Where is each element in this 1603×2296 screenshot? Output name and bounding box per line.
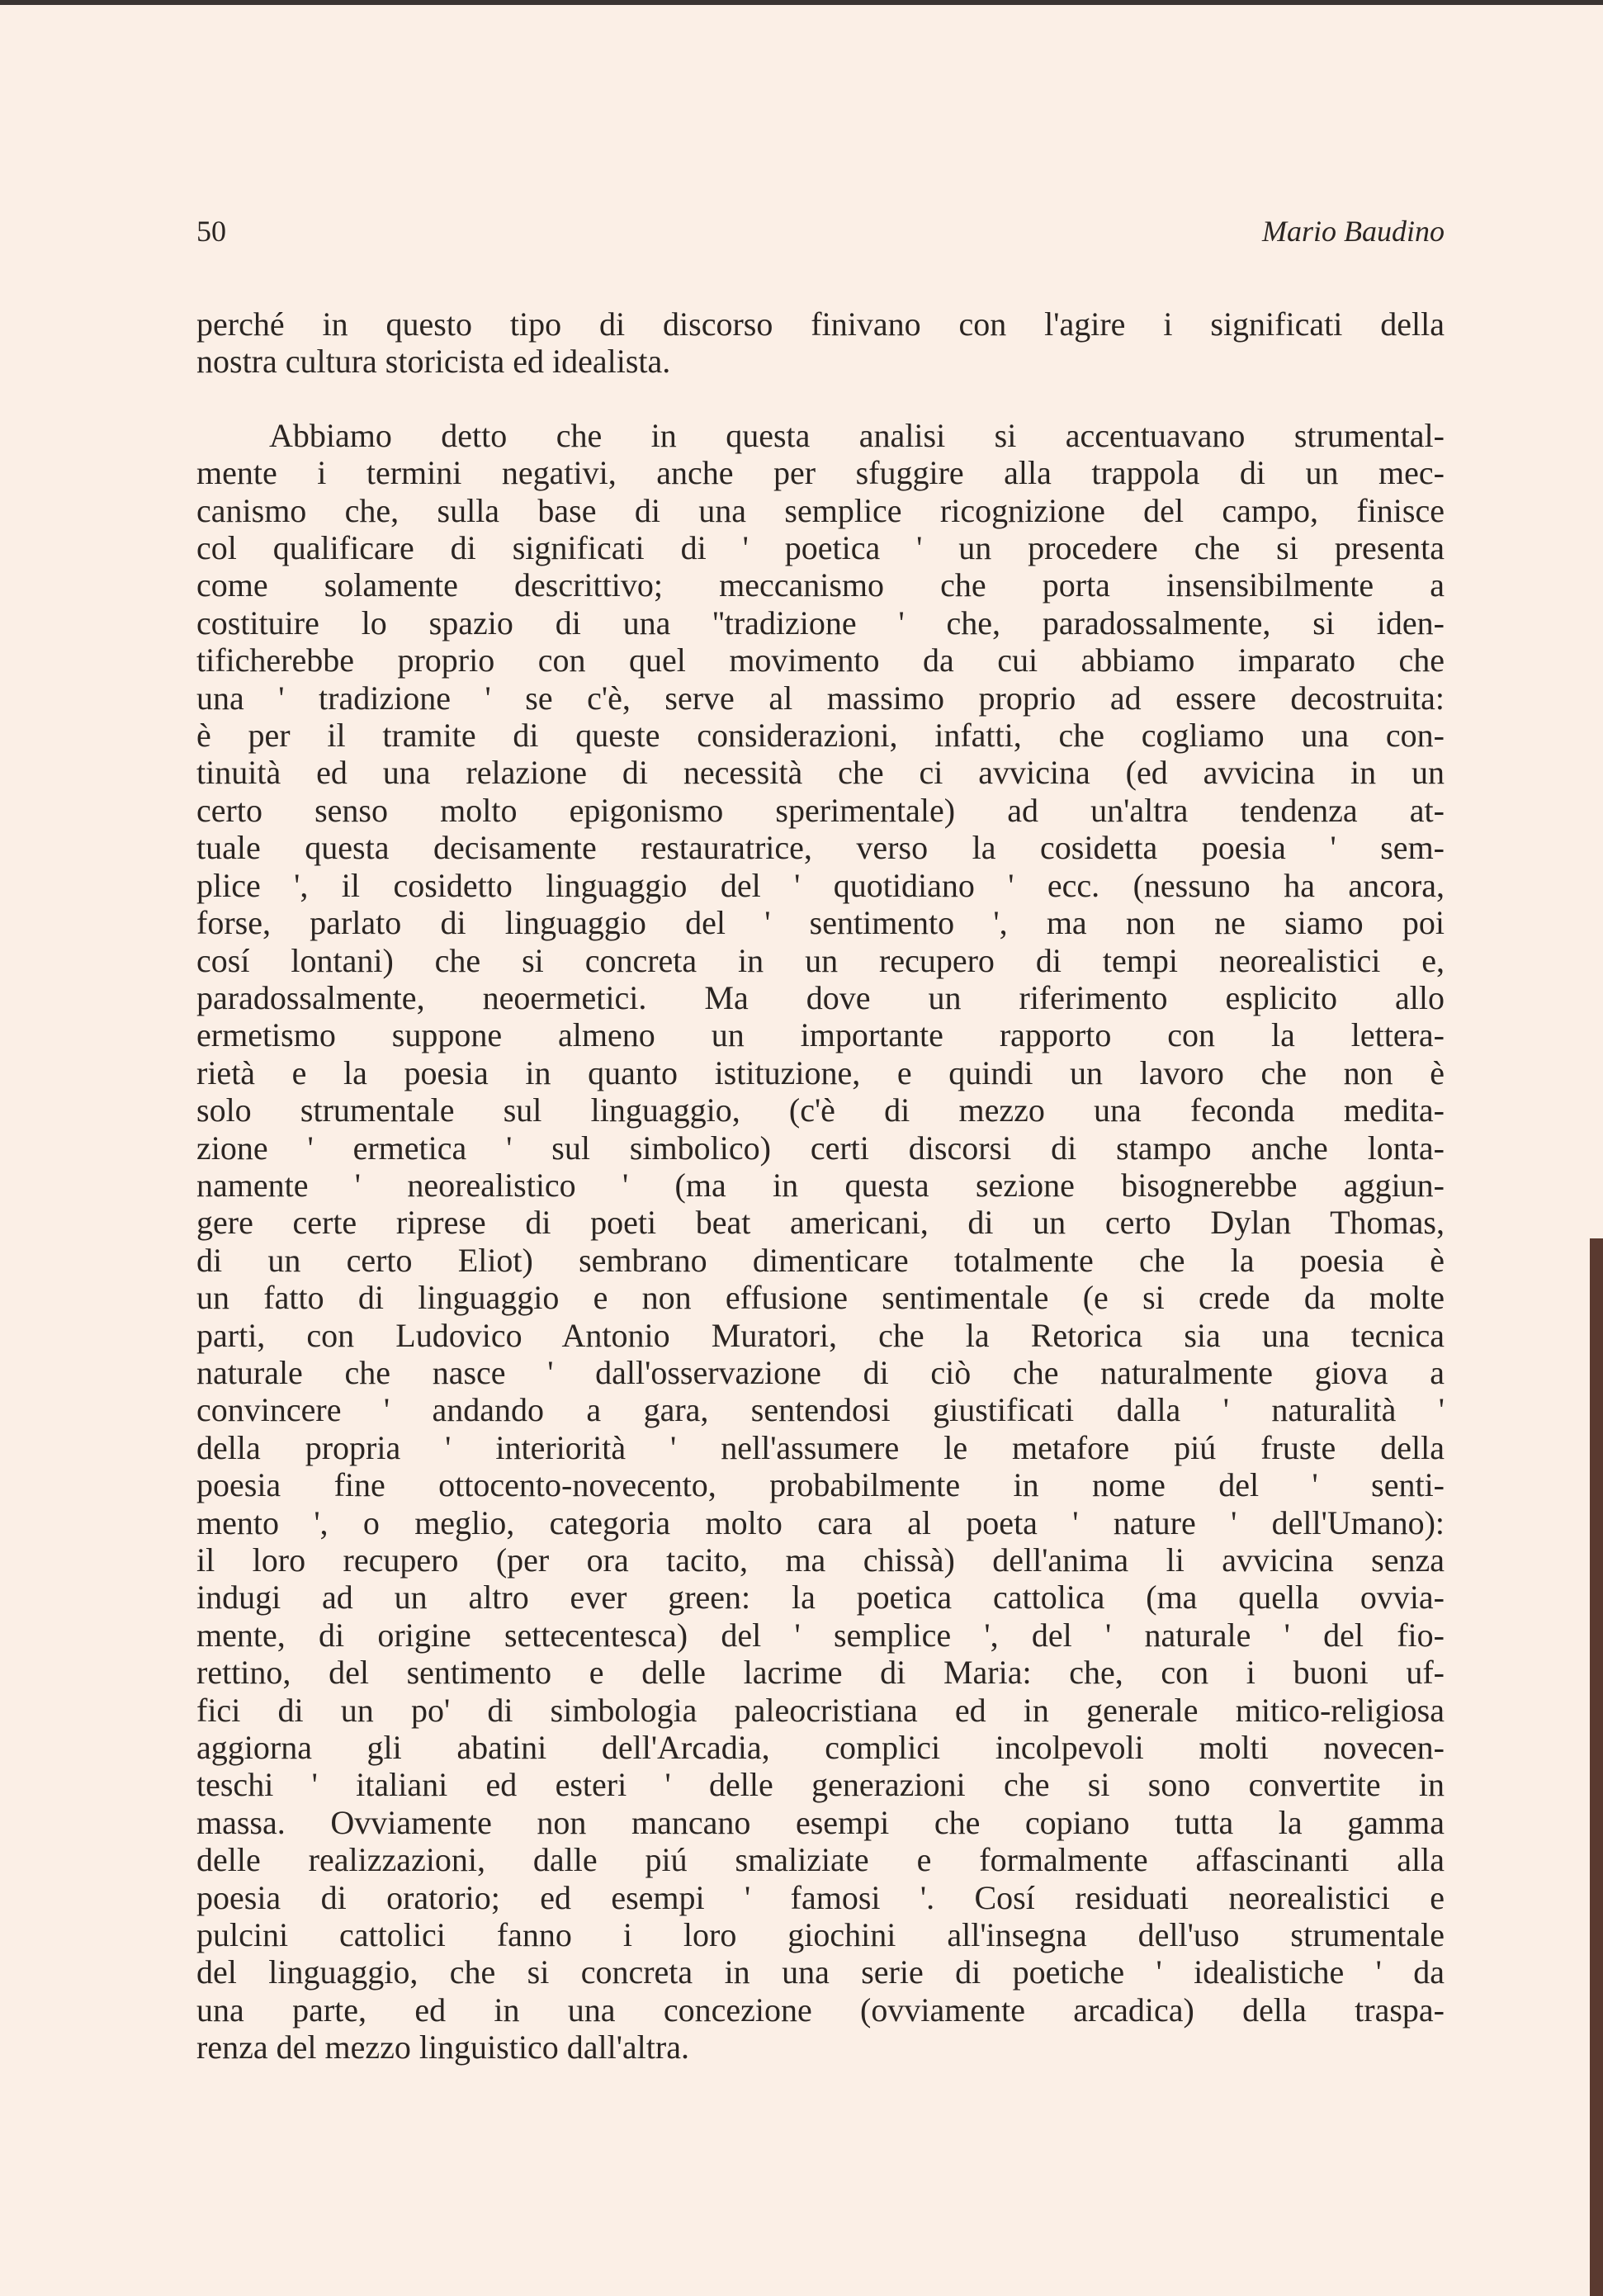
text-line: il loro recupero (per ora tacito, ma chissà) dell'anima li avvicina senza — [196, 1541, 1445, 1579]
text-line: zione ' ermetica ' sul simbolico) certi discorsi di stampo anche lonta- — [196, 1129, 1445, 1167]
page-edge-shadow — [1590, 1238, 1603, 2296]
text-line: namente ' neorealistico ' (ma in questa sezione bisognerebbe aggiun- — [196, 1166, 1445, 1204]
text-line: canismo che, sulla base di una semplice ricognizione del campo, finisce — [196, 491, 1445, 529]
page-header — [196, 213, 1445, 249]
paragraph — [196, 417, 1445, 2066]
paragraph — [196, 305, 1445, 381]
text-line: di un certo Eliot) sembrano dimenticare totalmente che la poesia è — [196, 1241, 1445, 1279]
text-line: renza del mezzo linguistico dall'altra. — [196, 2029, 689, 2066]
text-line: delle realizzazioni, dalle piú smaliziate e formalmente affascinanti alla — [196, 1841, 1445, 1879]
text-line: indugi ad un altro ever green: la poetica cattolica (ma quella ovvia- — [196, 1579, 1445, 1617]
text-line: poesia di oratorio; ed esempi ' famosi '. Cosí residuati neorealistici e — [196, 1878, 1445, 1916]
text-line: fici di un po' di simbologia paleocristiana ed in generale mitico-religiosa — [196, 1691, 1445, 1729]
text-line: parti, con Ludovico Antonio Muratori, che la Retorica sia una tecnica — [196, 1316, 1445, 1354]
text-line: come solamente descrittivo; meccanismo che porta insensibilmente a — [196, 566, 1445, 604]
text-line: perché in questo tipo di discorso finivano con l'agire i significati della — [196, 305, 1445, 343]
text-line: costituire lo spazio di una ''tradizione ' che, paradossalmente, si iden- — [196, 604, 1445, 641]
text-line: teschi ' italiani ed esteri ' delle generazioni che si sono convertite in — [196, 1766, 1445, 1804]
text-line: paradossalmente, neoermetici. Ma dove un riferimento esplicito allo — [196, 978, 1445, 1016]
text-line: una ' tradizione ' se c'è, serve al massimo proprio ad essere decostruita: — [196, 679, 1445, 717]
text-line: poesia fine ottocento-novecento, probabilmente in nome del ' senti- — [196, 1466, 1445, 1504]
text-line: pulcini cattolici fanno i loro giochini all'insegna dell'uso strumentale — [196, 1916, 1445, 1954]
text-line: gere certe riprese di poeti beat americani, di un certo Dylan Thomas, — [196, 1204, 1445, 1242]
text-line: tificherebbe proprio con quel movimento da cui abbiamo imparato che — [196, 641, 1445, 679]
text-line: rietà e la poesia in quanto istituzione, e quindi un lavoro che non è — [196, 1053, 1445, 1091]
text-line: nostra cultura storicista ed idealista. — [196, 343, 671, 381]
text-line: tinuità ed una relazione di necessità che ci avvicina (ed avvicina in un — [196, 754, 1445, 792]
text-line: forse, parlato di linguaggio del ' sentimento ', ma non ne siamo poi — [196, 904, 1445, 942]
top-edge-rule — [0, 0, 1603, 5]
text-line: della propria ' interiorità ' nell'assumere le metafore piú fruste della — [196, 1428, 1445, 1466]
text-line: solo strumentale sul linguaggio, (c'è di mezzo una feconda medita- — [196, 1091, 1445, 1129]
text-line: col qualificare di significati di ' poetica ' un procedere che si presenta — [196, 529, 1445, 567]
text-line: mente, di origine settecentesca) del ' semplice ', del ' naturale ' del fio- — [196, 1616, 1445, 1654]
text-line: mente i termini negativi, anche per sfuggire alla trappola di un mec- — [196, 454, 1445, 492]
text-line: certo senso molto epigonismo sperimentale) ad un'altra tendenza at- — [196, 791, 1445, 829]
text-line: convincere ' andando a gara, sentendosi giustificati dalla ' naturalità ' — [196, 1391, 1445, 1429]
text-line: del linguaggio, che si concreta in una serie di poetiche ' idealistiche ' da — [196, 1953, 1445, 1991]
text-line: rettino, del sentimento e delle lacrime di Maria: che, con i buoni uf- — [196, 1654, 1445, 1692]
text-line: aggiorna gli abatini dell'Arcadia, complici incolpevoli molti novecen- — [196, 1729, 1445, 1767]
text-line: mento ', o meglio, categoria molto cara al poeta ' nature ' dell'Umano): — [196, 1503, 1445, 1541]
text-line: ermetismo suppone almeno un importante rapporto con la lettera- — [196, 1016, 1445, 1054]
text-line: tuale questa decisamente restauratrice, verso la cosidetta poesia ' sem- — [196, 829, 1445, 867]
text-line: plice ', il cosidetto linguaggio del ' quotidiano ' ecc. (nessuno ha ancora, — [196, 866, 1445, 904]
text-line: cosí lontani) che si concreta in un recupero di tempi neorealistici e, — [196, 941, 1445, 979]
text-line: Abbiamo detto che in questa analisi si accentuavano strumental- — [269, 416, 1445, 454]
text-line: naturale che nasce ' dall'osservazione di ciò che naturalmente giova a — [196, 1353, 1445, 1391]
running-head-author: Mario Baudino — [1262, 215, 1445, 248]
text-line: un fatto di linguaggio e non effusione sentimentale (e si crede da molte — [196, 1279, 1445, 1317]
page-number: 50 — [196, 215, 226, 248]
body-text — [196, 305, 1445, 2066]
text-line: massa. Ovviamente non mancano esempi che copiano tutta la gamma — [196, 1803, 1445, 1841]
text-line: è per il tramite di queste considerazioni, infatti, che cogliamo una con- — [196, 717, 1445, 755]
text-line: una parte, ed in una concezione (ovviamente arcadica) della traspa- — [196, 1991, 1445, 2029]
